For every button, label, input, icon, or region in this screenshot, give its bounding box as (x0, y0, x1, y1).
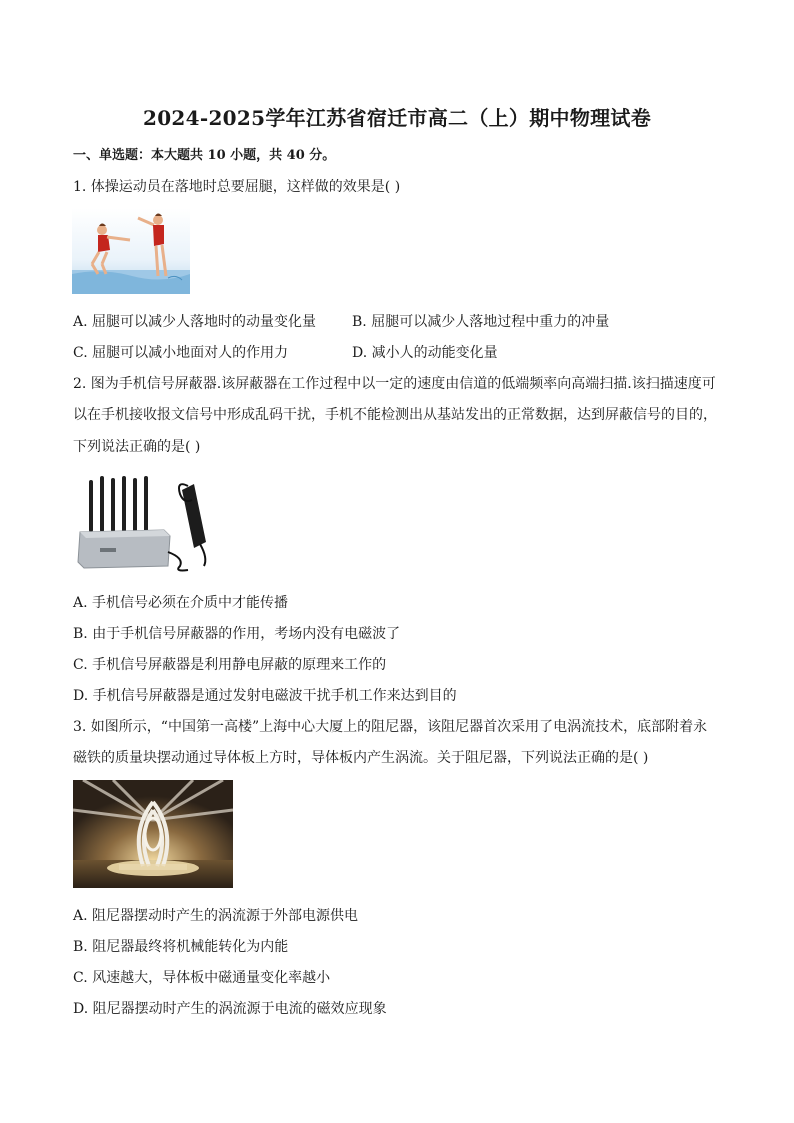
page-title: 2024-2025学年江苏省宿迁市高二（上）期中物理试卷 (142, 106, 652, 130)
section-heading: 一、单选题：本大题共 10 小题，共 40 分。 (73, 148, 336, 163)
q3-stem-line: 磁铁的质量块摆动通过导体板上方时，导体板内产生涡流。关于阻尼器，下列说法正确的是( ) (73, 750, 649, 766)
q2-option-a: A. 手机信号必须在介质中才能传播 (73, 595, 289, 611)
q1-stem: 1. 体操运动员在落地时总要屈腿，这样做的效果是( ) (73, 179, 401, 195)
damper-photo (73, 780, 233, 888)
q2-option-c: C. 手机信号屏蔽器是利用静电屏蔽的原理来工作的 (73, 657, 387, 673)
q1-option-c: C. 屈腿可以减小地面对人的作用力 (73, 345, 289, 361)
q1-option-d: D. 减小人的动能变化量 (352, 345, 498, 361)
q1-option-a: A. 屈腿可以减少人落地时的动量变化量 (73, 314, 317, 330)
gymnast-figure (72, 208, 190, 294)
q3-option-c: C. 风速越大，导体板中磁通量变化率越小 (73, 970, 331, 986)
q2-stem-line: 以在手机接收报文信号中形成乱码干扰，手机不能检测出从基站发出的正常数据，达到屏蔽信号的目的， (73, 407, 717, 423)
q3-option-b: B. 阻尼器最终将机械能转化为内能 (73, 939, 289, 955)
q1-option-b: B. 屈腿可以减少人落地过程中重力的冲量 (352, 314, 610, 330)
q2-option-b: B. 由于手机信号屏蔽器的作用，考场内没有电磁波了 (73, 626, 401, 642)
q3-option-a: A. 阻尼器摆动时产生的涡流源于外部电源供电 (73, 908, 359, 924)
q2-option-d: D. 手机信号屏蔽器是通过发射电磁波干扰手机工作来达到目的 (73, 688, 457, 704)
q2-stem-line: 下列说法正确的是( ) (73, 439, 201, 455)
signal-jammer-figure (76, 474, 216, 574)
q3-stem-line: 3. 如图所示，“中国第一高楼”上海中心大厦上的阻尼器，该阻尼器首次采用了电涡流技术，底部附着永 (73, 719, 708, 735)
q3-option-d: D. 阻尼器摆动时产生的涡流源于电流的磁效应现象 (73, 1001, 387, 1017)
q2-stem-line: 2. 图为手机信号屏蔽器.该屏蔽器在工作过程中以一定的速度由信道的低端频率向高端扫描.该扫描速度可 (73, 376, 716, 392)
